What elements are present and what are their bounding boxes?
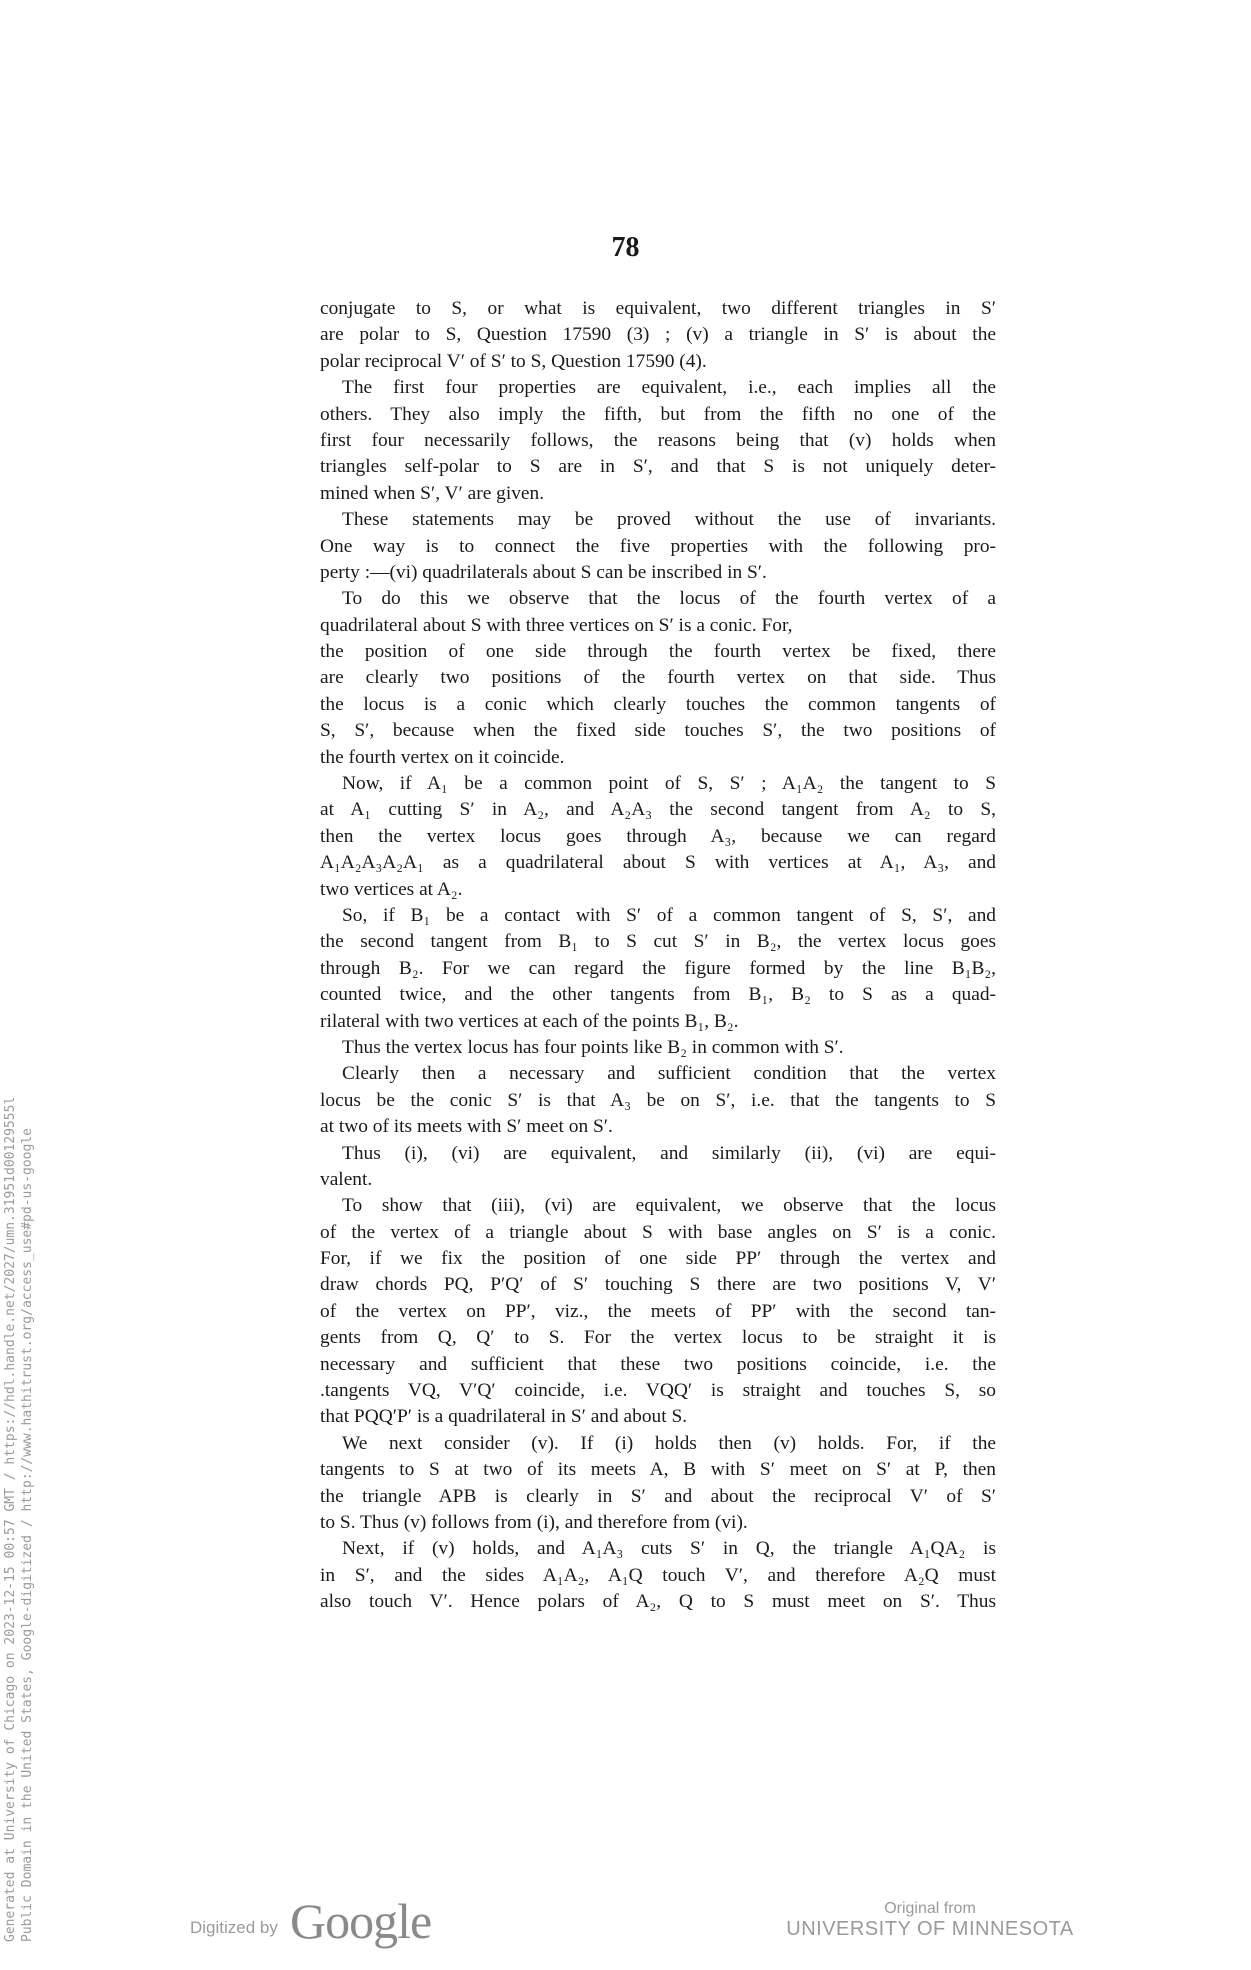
text-line: A₁A₂A₃A₂A₁ as a quadrilateral about S with vertices at A₁, A₃, and [320, 852, 996, 874]
text-line: rilateral with two vertices at each of the points B₁, B₂. [320, 1010, 739, 1032]
text-line: To do this we observe that the locus of the fourth vertex of a [342, 588, 996, 610]
text-line: are clearly two positions of the fourth vertex on that side. Thus [320, 667, 996, 689]
text-line: To show that (iii), (vi) are equivalent, we observe that the locus [342, 1195, 996, 1217]
text-line: then the vertex locus goes through A₃, because we can regard [320, 825, 996, 847]
original-from-label: Original from [884, 1900, 976, 1917]
digitized-by-label: Digitized by [190, 1918, 278, 1937]
text-line: also touch V′. Hence polars of A₂, Q to S must meet on S′. Thus [320, 1591, 996, 1613]
text-line: the triangle APB is clearly in S′ and about the reciprocal V′ of S′ [320, 1485, 996, 1507]
body-text [320, 296, 996, 1616]
text-line: others. They also imply the fifth, but from the fifth no one of the [320, 403, 996, 425]
text-line: that PQQ′P′ is a quadrilateral in S′ and about S. [320, 1406, 688, 1428]
text-line: Clearly then a necessary and sufficient condition that the vertex [342, 1063, 996, 1085]
text-line: of the vertex on PP′, viz., the meets of PP′ with the second tan- [320, 1300, 996, 1322]
text-line: These statements may be proved without the use of invariants. [342, 509, 996, 531]
text-line: Now, if A₁ be a common point of S, S′ ; A₁A₂ the tangent to S [342, 773, 996, 795]
text-line: Next, if (v) holds, and A₁A₃ cuts S′ in Q, the triangle A₁QA₂ is [342, 1538, 996, 1560]
text-line: gents from Q, Q′ to S. For the vertex locus to be straight it is [320, 1327, 996, 1349]
text-line: valent. [320, 1168, 373, 1190]
hathitrust-watermark [2, 1097, 36, 1942]
text-line: triangles self-polar to S are in S′, and that S is not uniquely deter- [320, 456, 996, 478]
text-line: For, if we fix the position of one side PP′ through the vertex and [320, 1248, 996, 1270]
text-line: necessary and sufficient that these two positions coincide, i.e. the [320, 1353, 996, 1375]
text-line: of the vertex of a triangle about S with base angles on S′ is a conic. [320, 1221, 996, 1243]
page-number: 78 [611, 232, 640, 263]
text-line: We next consider (v). If (i) holds then (v) holds. For, if the [342, 1432, 996, 1454]
text-line: tangents to S at two of its meets A, B with S′ meet on S′ at P, then [320, 1459, 996, 1481]
text-line: draw chords PQ, P′Q′ of S′ touching S there are two positions V, V′ [320, 1274, 996, 1296]
text-line: conjugate to S, or what is equivalent, two different triangles in S′ [320, 298, 996, 319]
text-line: the position of one side through the fourth vertex be fixed, there [320, 641, 996, 663]
text-line: .tangents VQ, V′Q′ coincide, i.e. VQQ′ is straight and touches S, so [320, 1380, 996, 1402]
text-line: first four necessarily follows, the reasons being that (v) holds when [320, 429, 996, 451]
text-line: One way is to connect the five properties with the following pro- [320, 535, 996, 557]
watermark-line-2: Public Domain in the United States, Google-digitized / http://www.hathitrust.org/access_use#pd-us-google [20, 1128, 35, 1942]
text-line: Thus (i), (vi) are equivalent, and similarly (ii), (vi) are equi- [342, 1142, 996, 1164]
text-line: mined when S′, V′ are given. [320, 482, 545, 504]
text-line: at two of its meets with S′ meet on S′. [320, 1116, 613, 1138]
text-line: the fourth vertex on it coincide. [320, 746, 565, 768]
watermark-line-1: Generated at University of Chicago on 2023-12-15 00:57 GMT / https://hdl.handle.net/2027/umn.31951d00129555l [3, 1096, 18, 1942]
original-source [780, 1900, 1080, 1941]
university-name: UNIVERSITY OF MINNESOTA [786, 1918, 1074, 1940]
text-line: quadrilateral about S with three vertices on S′ is a conic. For, [320, 614, 793, 636]
text-line: S, S′, because when the fixed side touches S′, the two positions of [320, 720, 996, 742]
text-line: two vertices at A₂. [320, 878, 463, 900]
text-line: to S. Thus (v) follows from (i), and therefore from (vi). [320, 1511, 748, 1533]
text-line: The first four properties are equivalent, i.e., each implies all the [342, 377, 996, 399]
text-line: the locus is a conic which clearly touches the common tangents of [320, 693, 996, 715]
text-line: polar reciprocal V′ of S′ to S, Question 17590 (4). [320, 350, 707, 372]
google-logo: Google [290, 1893, 432, 1949]
text-line: through B₂. For we can regard the figure formed by the line B₁B₂, [320, 957, 996, 979]
text-line: perty :—(vi) quadrilaterals about S can be inscribed in S′. [320, 561, 767, 583]
text-line: at A₁ cutting S′ in A₂, and A₂A₃ the second tangent from A₂ to S, [320, 799, 996, 821]
text-line: are polar to S, Question 17590 (3) ; (v) a triangle in S′ is about the [320, 324, 996, 346]
text-line: counted twice, and the other tangents from B₁, B₂ to S as a quad- [320, 984, 996, 1006]
text-line: in S′, and the sides A₁A₂, A₁Q touch V′, and therefore A₂Q must [320, 1564, 996, 1586]
text-line: Thus the vertex locus has four points like B₂ in common with S′. [342, 1036, 844, 1058]
text-line: So, if B₁ be a contact with S′ of a common tangent of S, S′, and [342, 904, 996, 926]
text-line: the second tangent from B₁ to S cut S′ in B₂, the vertex locus goes [320, 931, 996, 953]
text-line: locus be the conic S′ is that A₃ be on S′, i.e. that the tangents to S [320, 1089, 996, 1111]
